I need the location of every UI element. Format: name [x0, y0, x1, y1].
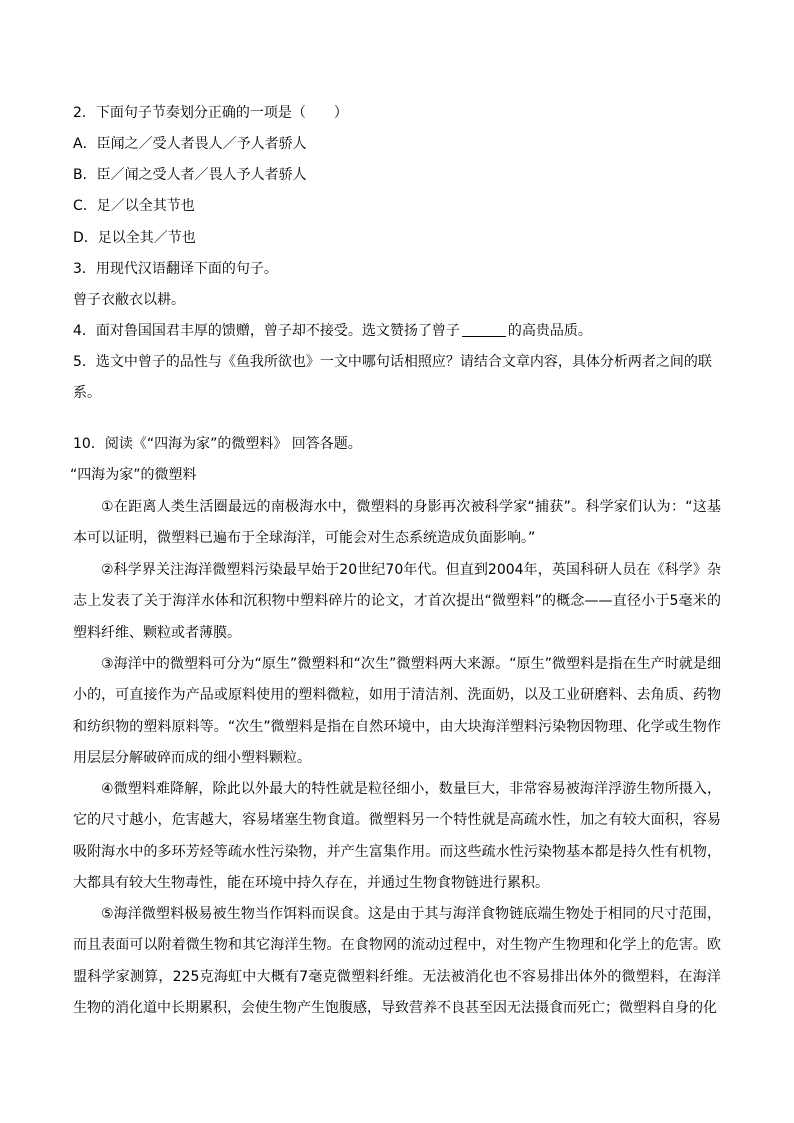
- question-4-text-after: 的高贵品质。: [507, 323, 592, 339]
- article-paragraph-3: ③海洋中的微塑料可分为“原生”微塑料和“次生”微塑料两大来源。“原生”微塑料是指在生产时就是细小的，可直接作为产品或原料使用的塑料微粒，如用于清洁剂、洗面奶，以及工业研磨料、去角质、药物和纺织物的塑料原料等。“次生”微塑料是指在自然环境中，由大块海洋塑料污染物因物理、化学或生物作用层层分解破碎而成的细小塑料颗粒。: [73, 656, 721, 766]
- question-10-stem: 10．阅读《“四海为家”的微塑料》 回答各题。: [73, 436, 362, 452]
- article-paragraph-1: ①在距离人类生活圈最远的南极海水中，微塑料的身影再次被科学家“捕获”。科学家们认为：“这基本可以证明，微塑料已遍布于全球海洋，可能会对生态系统造成负面影响。”: [73, 499, 721, 547]
- question-4-stem: [73, 321, 721, 341]
- article-paragraph-2: ②科学界关注海洋微塑料污染最早始于20世纪70年代。但直到2004年，英国科研人员在《科学》杂志上发表了关于海洋水体和沉积物中塑料碎片的论文，才首次提出“微塑料”的概念——直径小于5毫米的塑料纤维、颗粒或者薄膜。: [73, 562, 721, 641]
- question-2-option-a: A．臣闻之／受人者畏人／予人者骄人: [73, 136, 307, 152]
- question-2-stem: 2．下面句子节奏划分正确的一项是（ ）: [73, 105, 348, 121]
- question-2-option-c: C．足／以全其节也: [73, 198, 195, 214]
- article-paragraph-5: ⑤海洋微塑料极易被生物当作饵料而误食。这是由于其与海洋食物链底端生物处于相同的尺寸范围，而且表面可以附着微生物和其它海洋生物。在食物网的流动过程中，对生物产生物理和化学上的危害。欧盟科学家测算，225克海虹中大概有7毫克微塑料纤维。无法被消化也不容易排出体外的微塑料，在海洋生物的消化道中长期累积，会使生物产生饱腹感，导致营养不良甚至因无法摄食而死亡；微塑料自身的化: [73, 906, 721, 1016]
- question-2-option-d: D．足以全其／节也: [73, 230, 196, 246]
- question-3-stem: 3．用现代汉语翻译下面的句子。: [73, 261, 278, 277]
- question-5-stem-line-2: 系。: [73, 385, 101, 401]
- article-title: “四海为家”的微塑料: [70, 467, 197, 483]
- question-2-option-b: B．臣／闻之受人者／畏人予人者骄人: [73, 167, 307, 183]
- answer-blank[interactable]: [462, 335, 506, 337]
- question-3-sentence: 曾子衣敝衣以耕。: [73, 292, 185, 308]
- question-4-text-before: 4．面对鲁国国君丰厚的馈赠，曾子却不接受。选文赞扬了曾子: [73, 323, 460, 339]
- article-paragraph-4: ④微塑料难降解，除此以外最大的特性就是粒径细小，数量巨大，非常容易被海洋浮游生物所摄入，它的尺寸越小，危害越大，容易堵塞生物食道。微塑料另一个特性就是高疏水性，加之有较大面积，容易吸附海水中的多环芳烃等疏水性污染物，并产生富集作用。而这些疏水性污染物基本都是持久性有机物，大都具有较大生物毒性，能在环境中持久存在，并通过生物食物链进行累积。: [73, 781, 721, 891]
- question-5-stem-line-1: 5．选文中曾子的品性与《鱼我所欲也》一文中哪句话相照应？请结合文章内容，具体分析两者之间的联: [73, 354, 712, 370]
